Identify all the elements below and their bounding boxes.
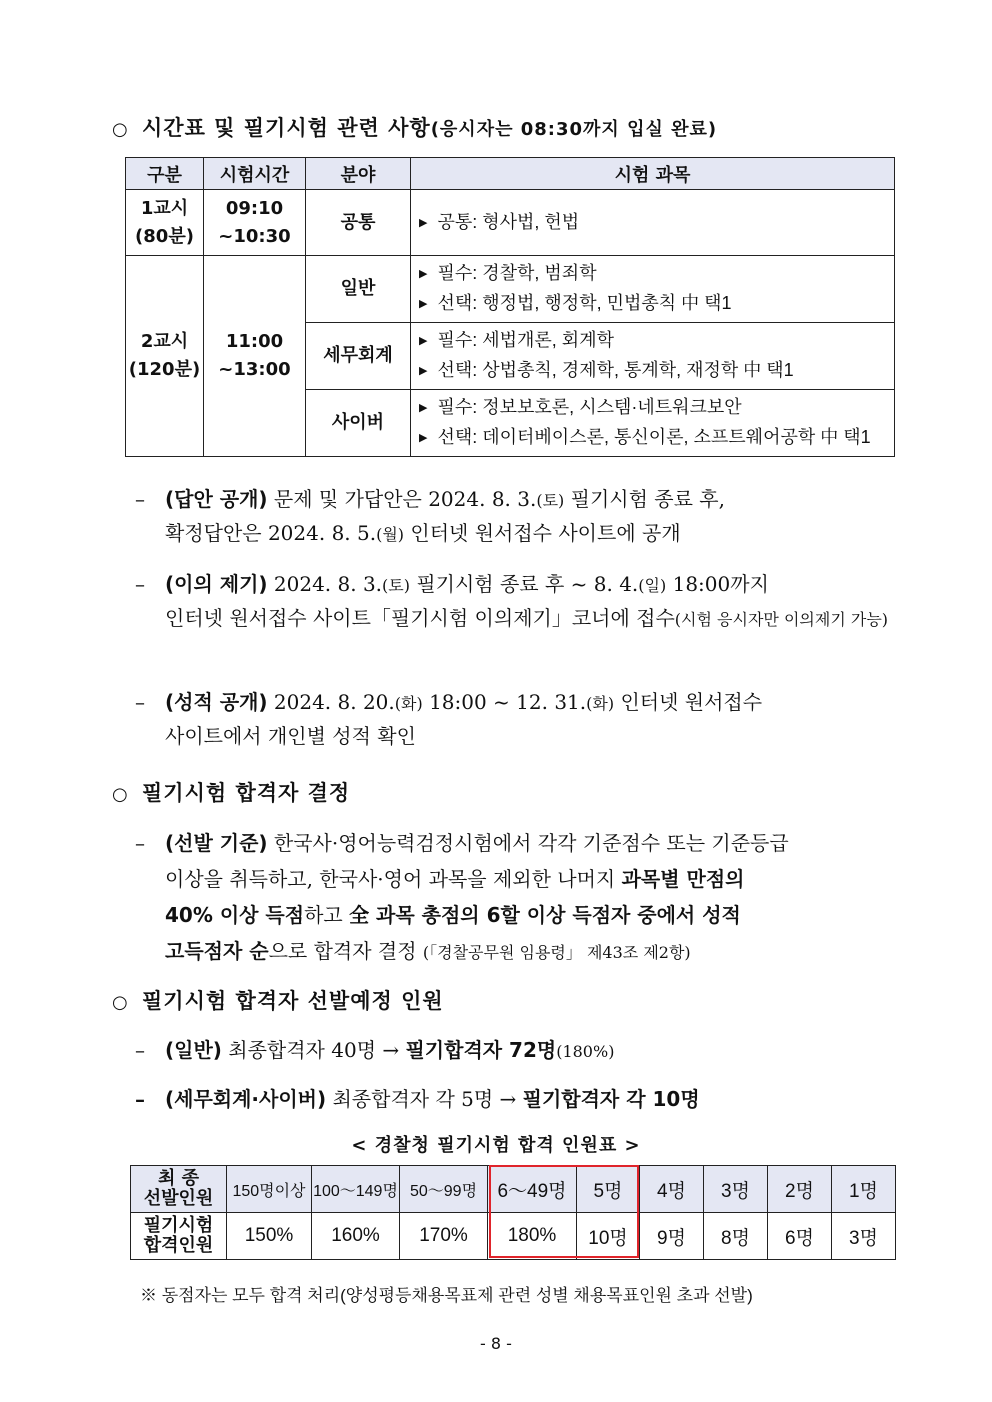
item-quota-general: – (일반) 최종합격자 40명 → 필기합격자 72명(180%)	[135, 1038, 615, 1062]
section-heading-quota	[112, 985, 444, 1015]
table-row	[131, 1213, 896, 1260]
subject-line: ▶ 공통: 형사법, 헌법	[419, 211, 580, 232]
period-cell	[126, 256, 204, 457]
section-heading-schedule	[112, 112, 717, 142]
item-label: (일반)	[165, 1038, 222, 1062]
field-cell: 공통	[306, 190, 411, 256]
subject-line: ▶ 선택: 상법총칙, 경제학, 통계학, 재정학 中 택1	[419, 360, 794, 380]
time-cell	[204, 256, 306, 457]
triangle-bullet-icon: ▶	[419, 298, 428, 310]
item-score-disclosure: – (성적 공개) 2024. 8. 20.(화) 18:00 ~ 12. 31.(화) 인터넷 원서접수 사이트에서 개인별 성적 확인	[135, 690, 763, 748]
time-cell	[204, 190, 306, 256]
item-label: (답안 공개)	[165, 487, 268, 511]
subjects-cell	[411, 190, 895, 256]
table-cell: 150%	[227, 1213, 312, 1260]
item-label: (성적 공개)	[165, 690, 268, 714]
circle-bullet-icon: ○	[112, 992, 129, 1013]
table-cell: 100～149명	[312, 1166, 400, 1213]
triangle-bullet-icon: ▶	[419, 335, 428, 347]
row-header-written: 필기시험 합격인원	[131, 1213, 227, 1260]
result-table-title: < 경찰청 필기시험 합격 인원표 >	[351, 1135, 641, 1156]
period-duration: (80분)	[135, 225, 194, 247]
table-cell: 160%	[312, 1213, 400, 1260]
section-title: 시간표 및 필기시험 관련 사항	[142, 116, 431, 140]
table-cell: 170%	[400, 1213, 488, 1260]
item-answer-disclosure: – (답안 공개) 문제 및 가답안은 2024. 8. 3.(토) 필기시험 종료 후, 확정답안은 2024. 8. 5.(월) 인터넷 원서접수 사이트에 공개	[135, 487, 725, 545]
row-header-final: 최 종 선발인원	[131, 1166, 227, 1213]
triangle-bullet-icon: ▶	[419, 216, 428, 229]
subject-line: ▶ 필수: 경찰학, 범죄학	[419, 263, 597, 283]
table-cell: 4명	[640, 1166, 704, 1213]
table-row	[131, 1166, 896, 1213]
section-title: 필기시험 합격자 결정	[142, 781, 351, 805]
period-label: 1교시	[140, 197, 189, 219]
section-title: 필기시험 합격자 선발예정 인원	[142, 989, 444, 1013]
subject-line: ▶ 필수: 세법개론, 회계학	[419, 330, 614, 350]
period-duration: (120분)	[128, 359, 201, 380]
subjects-cell	[411, 390, 895, 457]
item-criteria: – (선발 기준) 한국사·영어능력검정시험에서 각각 기준점수 또는 기준등급 이상을 취득하고, 한국사·영어 과목을 제외한 나머지 과목별 만점의 40% 이상 득점하고 全 과목 총점의 6할 이상 득점자 중에서 성적 고득점자 순으로 합격자 결정 (「경찰공무원 임용령」 제43조 제2항)	[135, 831, 789, 963]
field-cell: 일반	[306, 256, 411, 323]
time-end: ~10:30	[218, 225, 291, 247]
circle-bullet-icon: ○	[112, 119, 129, 140]
table-cell: 8명	[704, 1213, 768, 1260]
table-cell: 3명	[704, 1166, 768, 1213]
table-row	[126, 190, 895, 256]
subjects-cell	[411, 323, 895, 390]
subject-line: ▶ 선택: 행정법, 행정학, 민법총칙 中 택1	[419, 293, 732, 313]
table-cell: 5명	[577, 1166, 640, 1213]
subject-line: ▶ 필수: 정보보호론, 시스템·네트워크보안	[419, 397, 742, 417]
table-row	[126, 256, 895, 323]
item-label: (이의 제기)	[165, 572, 268, 596]
field-cell: 사이버	[306, 390, 411, 457]
table-header-row	[126, 158, 895, 190]
page-number: - 8 -	[480, 1334, 512, 1353]
triangle-bullet-icon: ▶	[419, 365, 428, 377]
item-objection: – (이의 제기) 2024. 8. 3.(토) 필기시험 종료 후 ~ 8. 4.(일) 18:00까지 인터넷 원서접수 사이트「필기시험 이의제기」코너에 접수(시험 응시자만 이의제기 가능)	[135, 572, 889, 630]
table-cell: 180%	[488, 1213, 577, 1260]
result-table	[130, 1165, 896, 1260]
period-label: 2교시	[140, 331, 189, 352]
subjects-cell	[411, 256, 895, 323]
field-cell: 세무회계	[306, 323, 411, 390]
section-heading-decision	[112, 777, 350, 807]
footnote: ※ 동점자는 모두 합격 처리(양성평등채용목표제 관련 성별 채용목표인원 초과 선발)	[140, 1286, 753, 1305]
table-cell: 2명	[768, 1166, 832, 1213]
period-cell	[126, 190, 204, 256]
header-subjects: 시험 과목	[411, 158, 895, 190]
table-cell: 3명	[832, 1213, 896, 1260]
table-cell: 9명	[640, 1213, 704, 1260]
subject-line: ▶ 선택: 데이터베이스론, 통신이론, 소프트웨어공학 中 택1	[419, 427, 871, 447]
time-start: 09:10	[225, 197, 284, 219]
table-cell: 50～99명	[400, 1166, 488, 1213]
triangle-bullet-icon: ▶	[419, 432, 428, 444]
circle-bullet-icon: ○	[112, 784, 129, 805]
item-quota-tax-cyber: – (세무회계·사이버) 최종합격자 각 5명 → 필기합격자 각 10명	[135, 1087, 700, 1111]
table-cell: 6명	[768, 1213, 832, 1260]
table-cell: 6～49명	[488, 1166, 577, 1213]
item-label: (선발 기준)	[165, 831, 268, 855]
table-cell: 10명	[577, 1213, 640, 1260]
header-category: 구분	[126, 158, 204, 190]
header-field: 분야	[306, 158, 411, 190]
time-end: ~13:00	[218, 359, 291, 380]
time-start: 11:00	[225, 331, 284, 352]
section-subtitle: (응시자는 08:30까지 입실 완료)	[430, 119, 718, 140]
table-cell: 150명이상	[227, 1166, 312, 1213]
table-cell: 1명	[832, 1166, 896, 1213]
triangle-bullet-icon: ▶	[419, 268, 428, 280]
item-label: (세무회계·사이버)	[165, 1087, 327, 1111]
schedule-table	[125, 157, 895, 457]
header-time: 시험시간	[204, 158, 306, 190]
triangle-bullet-icon: ▶	[419, 402, 428, 414]
